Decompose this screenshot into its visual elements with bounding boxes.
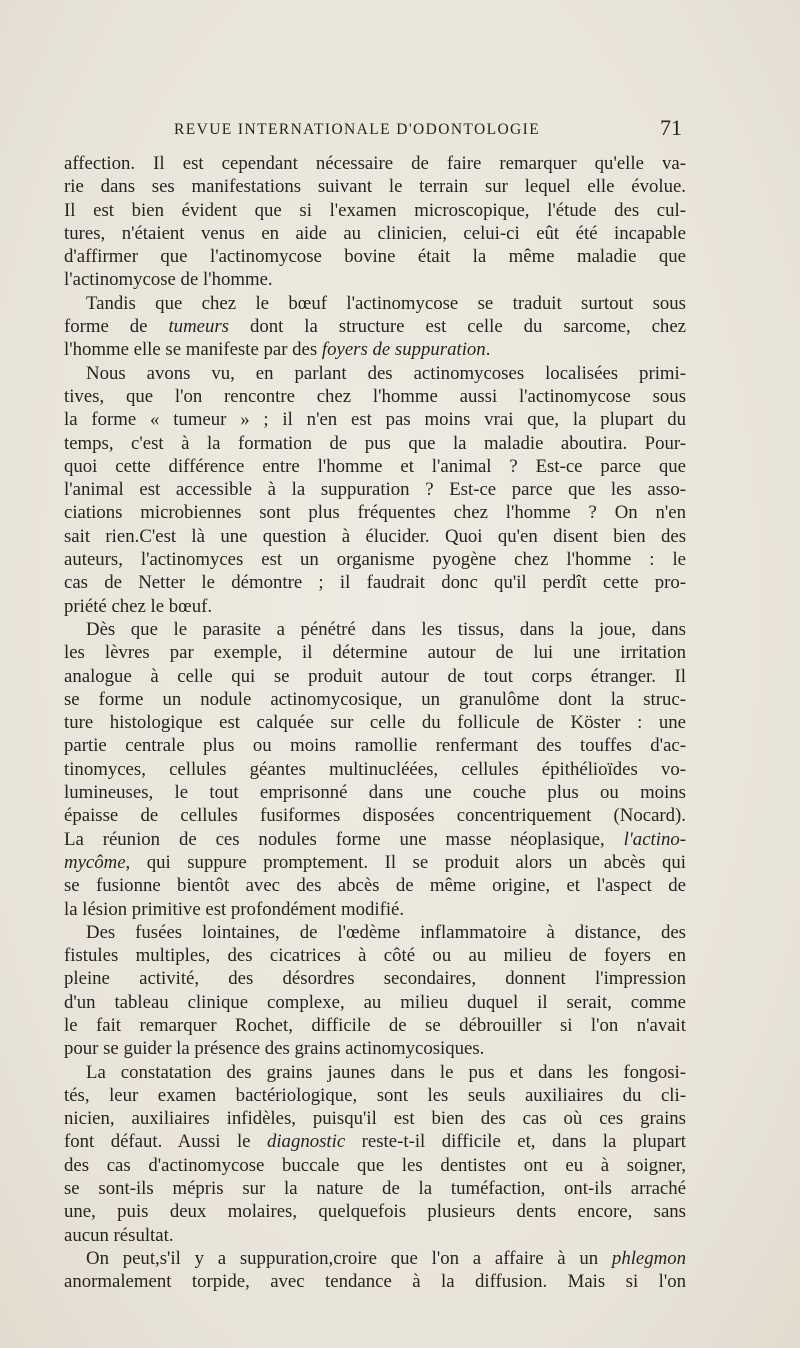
italic-text: phlegmon [611,1247,686,1269]
text-line: temps, c'est à la formation de pus que la maladie aboutira. Pour- [64,432,686,454]
text-segment: forme de [64,316,169,338]
text-line: pleine activité, des désordres secondaires, donnent l'impression [64,968,686,990]
text-line: l'animal est accessible à la suppuration ? Est-ce parce que les asso- [64,479,686,501]
text-line: ciations microbiennes sont plus fréquentes chez l'homme ? On n'en [64,502,686,524]
text-line: d'un tableau clinique complexe, au milieu duquel il serait, comme [64,991,686,1013]
text-line: analogue à celle qui se produit autour de tout corps étranger. Il [64,665,686,687]
text-line: se forme un nodule actinomycosique, un granulôme dont la struc- [64,688,686,710]
text-line: se fusionne bientôt avec des abcès de même origine, et l'aspect de [64,875,686,897]
page-header [64,117,686,147]
text-segment: On peut,s'il y a suppuration,croire que l'on a affaire à un [86,1247,612,1269]
body-text [64,152,686,1294]
italic-text: mycôme [64,851,126,873]
text-line: la forme « tumeur » ; il n'en est pas moins vrai que, la plupart du [64,409,686,431]
page-number: 71 [660,115,682,140]
text-segment: La réunion de ces nodules forme une masse néoplasique, [64,828,624,850]
text-line: fistules multiples, des cicatrices à côté ou au milieu de foyers en [64,945,686,967]
text-line: pour se guider la présence des grains actinomycosiques. [64,1038,485,1060]
italic-text: diagnostic [266,1131,346,1153]
text-line [64,315,686,338]
text-line [64,851,686,874]
text-segment: reste-t-il difficile et, dans la plupart [345,1131,687,1153]
text-line: une, puis deux molaires, quelquefois plusieurs dents encore, sans [64,1201,686,1223]
text-line: aucun résultat. [64,1224,174,1246]
text-line: d'affirmer que l'actinomycose bovine était la même maladie que [64,246,686,268]
text-line [64,1130,686,1153]
text-line: tures, n'étaient venus en aide au clinicien, celui-ci eût été incapable [64,222,686,244]
text-line: le fait remarquer Rochet, difficile de se débrouiller si l'on n'avait [64,1014,686,1036]
text-line: l'actinomycose de l'homme. [64,269,273,291]
running-head: REVUE INTERNATIONALE D'ODONTOLOGIE [174,121,541,138]
text-line: ture histologique est calquée sur celle du follicule de Köster : une [64,712,686,734]
text-line: se sont-ils mépris sur la nature de la tuméfaction, ont-ils arraché [64,1178,686,1200]
text-line: lumineuses, le tout emprisonné dans une couche plus ou moins [64,782,686,804]
text-line: auteurs, l'actinomyces est un organisme pyogène chez l'homme : le [64,549,686,571]
text-line: quoi cette différence entre l'homme et l'animal ? Est-ce parce que [64,455,686,477]
text-line: tives, que l'on rencontre chez l'homme aussi l'actinomycose sous [64,385,686,407]
text-line [64,338,686,361]
text-line: tés, leur examen bactériologique, sont les seuls auxiliaires du cli- [64,1084,686,1106]
text-line: Il est bien évident que si l'examen microscopique, l'étude des cul- [64,199,686,221]
text-segment: . [485,339,491,361]
text-line: des cas d'actinomycose buccale que les dentistes ont eu à soigner, [64,1154,686,1176]
text-line: affection. Il est cependant nécessaire de faire remarquer qu'elle va- [64,153,686,174]
text-line: épaisse de cellules fusiformes disposées concentriquement (Nocard). [64,805,686,827]
text-line: Des fusées lointaines, de l'œdème inflammatoire à distance, des [86,921,686,943]
text-line: Nous avons vu, en parlant des actinomycoses localisées primi- [86,362,686,384]
text-line: Dès que le parasite a pénétré dans les tissus, dans la joue, dans [86,618,686,640]
text-line: tinomyces, cellules géantes multinucléées, cellules épithélioïdes vo- [64,758,686,780]
text-line: partie centrale plus ou moins ramollie renfermant des touffes d'ac- [64,735,686,757]
text-line: les lèvres par exemple, il détermine autour de lui une irritation [64,642,686,664]
text-segment: font défaut. Aussi le [64,1131,267,1153]
italic-text: foyers de suppuration [321,339,486,361]
text-segment: , qui suppure promptement. Il se produit alors un abcès qui [125,851,686,873]
text-line: la lésion primitive est profondément modifié. [64,898,405,920]
text-line [64,1247,686,1270]
text-segment: l'homme elle se manifeste par des [64,339,322,361]
text-line: anormalement torpide, avec tendance à la diffusion. Mais si l'on [64,1271,686,1293]
text-line: cas de Netter le démontre ; il faudrait donc qu'il perdît cette pro- [64,572,686,594]
text-line: Tandis que chez le bœuf l'actinomycose se traduit surtout sous [86,292,686,314]
text-line: La constatation des grains jaunes dans le pus et dans les fongosi- [86,1061,686,1083]
text-line: priété chez le bœuf. [64,595,213,617]
text-segment: dont la structure est celle du sarcome, chez [229,316,686,338]
text-line: nicien, auxiliaires infidèles, puisqu'il est bien des cas où ces grains [64,1108,686,1130]
text-line: rie dans ses manifestations suivant le terrain sur lequel elle évolue. [64,176,686,198]
text-line: sait rien.C'est là une question à élucider. Quoi qu'en disent bien des [64,525,686,547]
italic-text: tumeurs [168,316,229,338]
text-line [64,828,686,851]
italic-text: l'actino- [623,828,686,850]
